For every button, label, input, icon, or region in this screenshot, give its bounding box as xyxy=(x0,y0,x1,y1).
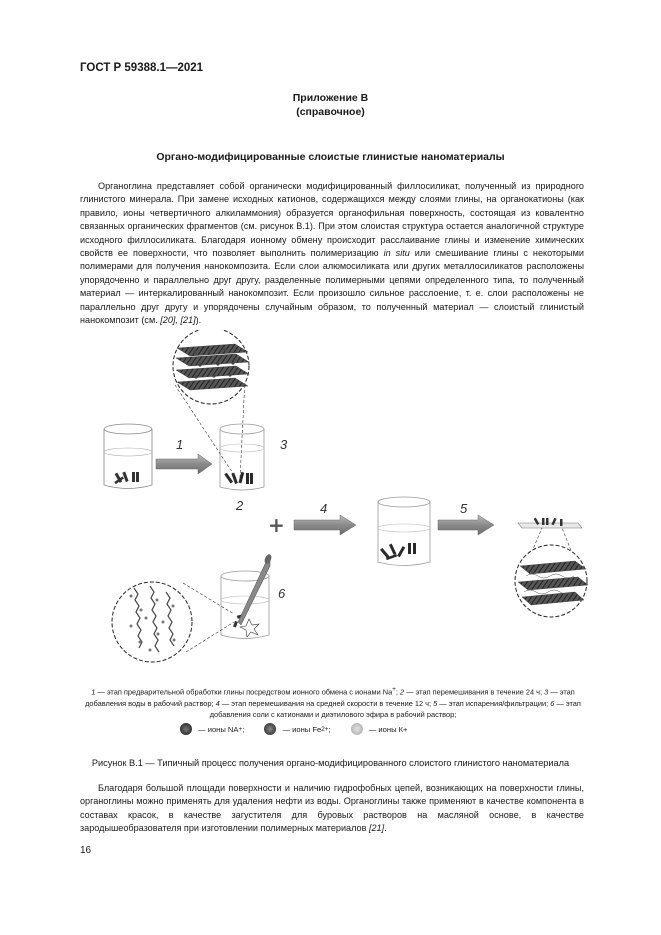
step-1-label: 1 xyxy=(176,437,184,452)
legend-text-1b: ; xyxy=(395,687,400,697)
applications-end: . xyxy=(384,823,387,834)
legend-num-3: 3 xyxy=(544,687,549,697)
ion-fe-sup: 2+ xyxy=(321,725,329,733)
ion-na-sup: + xyxy=(238,725,243,733)
zoom-circle-top xyxy=(173,330,249,478)
section-title: Органо-модифицированные слоистые глинистые наноматериалы xyxy=(156,151,505,163)
annex-subtitle: (справочное) xyxy=(296,106,365,118)
ion-fe-icon xyxy=(264,723,276,735)
beaker-3 xyxy=(378,497,430,566)
ion-k-icon xyxy=(351,723,363,735)
zoom-circle-bottom xyxy=(112,582,234,662)
arrow-1 xyxy=(156,454,212,474)
applications-refs: [21] xyxy=(368,823,385,834)
legend-num-2: 2 xyxy=(399,687,405,697)
ion-na-label: — ионы NA xyxy=(198,724,239,734)
process-figure xyxy=(0,330,661,680)
applications-text: Благодаря большой площади поверхности и наличию гидрофобных цепей, возникающих на поверхности глины, органоглины можно применять для удаления нефти из воды. Органоглины также применяют в качестве компонента в составах красок, в качестве загустителя для буровых растворов на масляной основе, в качестве зародышеобразователя при изготовлении полимерных материалов xyxy=(80,783,584,834)
step-2-label: 2 xyxy=(236,498,244,513)
ion-na-tail: ; xyxy=(242,724,245,734)
legend-num-5: 5 xyxy=(433,698,438,708)
plate-and-zoom-right xyxy=(515,518,588,617)
intro-refs: [20], [21] xyxy=(160,315,196,326)
ion-na xyxy=(180,723,244,735)
arrow-4 xyxy=(294,515,356,535)
beaker-4 xyxy=(221,553,273,638)
beaker-2 xyxy=(220,424,264,490)
ion-fe-tail: ; xyxy=(328,724,331,734)
document-header: ГОСТ Р 59388.1—2021 xyxy=(80,62,204,74)
ion-fe xyxy=(264,723,330,735)
legend-text-1: — этап предварительной обработки глины посредством ионного обмена с ионами Na xyxy=(95,687,393,697)
legend-sup-1: + xyxy=(392,686,396,693)
annex-title: Приложение В xyxy=(292,92,369,104)
legend-text-2: — этап перемешивания в течение 24 ч; xyxy=(404,687,545,697)
legend-text-5: — этап испарения/фильтрации; xyxy=(437,698,551,708)
legend-text-3: — этап добавления воды в рабочий раствор; xyxy=(85,687,575,708)
step-4-label: 4 xyxy=(320,501,328,516)
legend-text-4: — этап перемешивания на средней скорости в течение 12 ч; xyxy=(219,698,434,708)
legend-num-1: 1 xyxy=(91,687,96,697)
step-3-label: 3 xyxy=(280,437,288,452)
intro-text-part2: или смешивание глины с некоторыми полимерами для получения нанокомпозита. Если слои алюмосиликата или других металлосиликатов расположены упорядоченно и параллельно друг другу, разделенные полимерными цепями определенного типа, то полученный материал — интеркалированный нанокомпозит. Если произошло сильное расслоение, т. е. слои расположены не параллельно друг другу и упорядочены случайным образом, то полученный материал — слоистый глинистый нанокомпозит (см. xyxy=(80,248,584,326)
legend-num-6: 6 xyxy=(550,698,555,708)
ion-na-icon xyxy=(180,723,192,735)
ion-legend xyxy=(180,723,500,741)
legend-num-4: 4 xyxy=(215,698,220,708)
arrow-5 xyxy=(438,515,494,535)
ion-k xyxy=(351,723,408,735)
applications-paragraph xyxy=(80,782,584,836)
figure-caption: Рисунок В.1 — Типичный процесс получения органо-модифицированного слоистого глинистого наноматериала xyxy=(91,758,570,768)
plus-sign: + xyxy=(268,513,285,537)
page-number: 16 xyxy=(80,845,92,856)
step-5-label: 5 xyxy=(460,501,468,516)
figure-legend xyxy=(80,684,586,721)
step-6-label: 6 xyxy=(278,586,286,601)
legend-text-6: — этап добавления соли с катионами и диэтилового эфира в рабочий раствор; xyxy=(209,698,581,720)
intro-text-end: ). xyxy=(195,315,202,326)
ion-fe-label: — ионы Fe xyxy=(282,724,322,734)
intro-paragraph xyxy=(80,180,584,327)
beaker-1 xyxy=(104,424,152,489)
ion-k-label: — ионы К+ xyxy=(368,724,408,734)
intro-text-part1: Органоглина представляет собой органически модифицированный филлосиликат, полученный из природного глинистого минерала. При замене исходных катионов, содержащихся между слоями глины, на органокатионы (как правило, ионы четвертичного алкиламмония) образуется органофильная поверхность, состоящая из ковалентно связанных органических фрагментов (см. рисунок В.1). При этом слоистая структура остается аналогичной структуре исходного филлосиликата. Благодаря ионному обмену происходит расслаивание глины и изменение химических свойств ее поверхности, что позволяет выполнить полимеризацию xyxy=(80,181,584,259)
in-situ-term: in situ xyxy=(383,248,410,259)
